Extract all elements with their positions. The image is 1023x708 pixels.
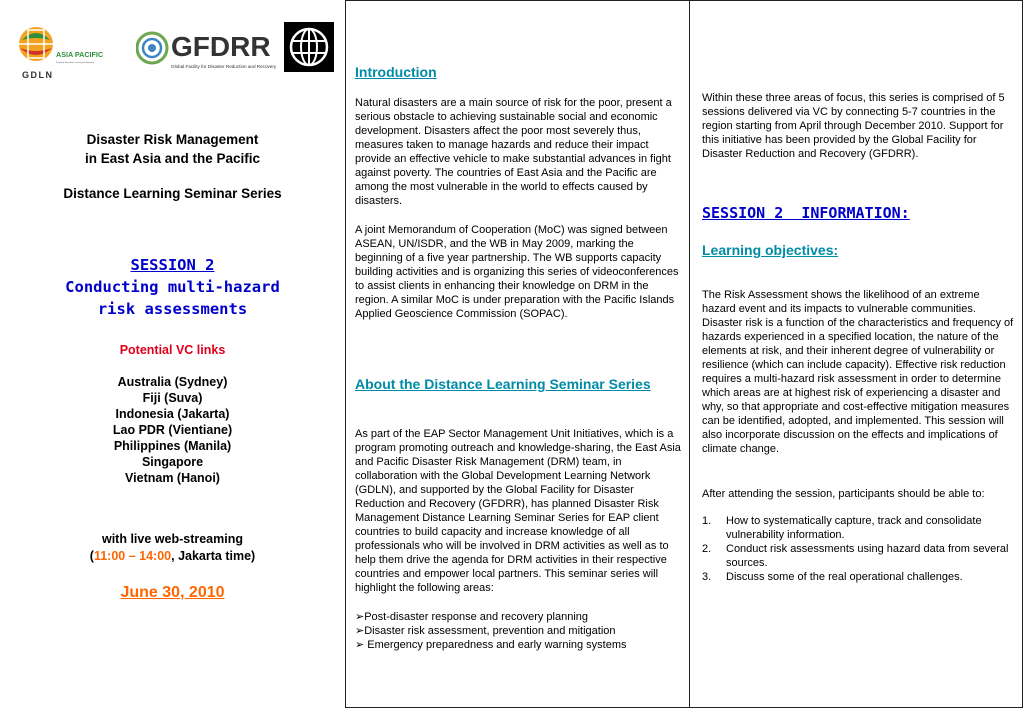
time-suffix: , Jakarta time)	[171, 549, 256, 563]
intro-paragraph-1: Natural disasters are a main source of risk for the poor, present a serious obstacle to achieving sustainable social and economic development. Disasters affect the poor most severely thus, measures taken to manage hazards and reduce their impact provide an effective vehicle to make substantial advances in fight against poverty. The countries of East Asia and the Pacific are among the most vulnerable in the world to effects caused by disasters.	[355, 97, 672, 207]
about-heading: About the Distance Learning Seminar Series	[355, 376, 651, 392]
gfdrr-text: GFDRR	[171, 31, 271, 62]
participants-intro: After attending the session, participants should be able to:	[702, 488, 985, 500]
event-date: June 30, 2010	[120, 584, 225, 601]
intro-heading: Introduction	[355, 64, 437, 80]
vc-link-item: Australia (Sydney)	[117, 375, 228, 389]
session-label: SESSION 2	[130, 256, 215, 274]
time-line	[0, 548, 345, 565]
asia-pacific-tagline: Partnership. Ideas. Action. Learning and Collaboration.	[56, 63, 95, 64]
cover-title-line2: in East Asia and the Pacific	[84, 151, 261, 166]
streaming-info	[0, 531, 345, 565]
arrow-bullet-icon: ➢	[355, 625, 365, 637]
vc-link-item: Vietnam (Hanoi)	[125, 471, 220, 485]
asia-pacific-text: ASIA PACIFIC	[56, 50, 104, 59]
session-info-panel	[689, 0, 1023, 708]
logo-strip	[14, 18, 344, 88]
objectives-list	[702, 514, 1014, 584]
series-description: Within these three areas of focus, this series is comprised of 5 sessions delivered via VC by connecting 5-7 countries in the region starting from April through December 2010. Support for this initiative has been provided by the Global Facility for Disaster Reduction and Recovery (GFDRR).	[702, 92, 1005, 160]
vc-link-item: Lao PDR (Vientiane)	[112, 423, 233, 437]
gdln-asia-pacific-logo	[14, 22, 124, 82]
list-item: 2. Conduct risk assessments using hazard data from several sources.	[702, 543, 1009, 569]
session-info-heading: SESSION 2 INFORMATION:	[702, 204, 910, 222]
time-value: 11:00 – 14:00	[93, 549, 172, 563]
vc-link-item: Philippines (Manila)	[113, 439, 232, 453]
series-title: Distance Learning Seminar Series	[63, 186, 282, 201]
intro-paragraph-2: A joint Memorandum of Cooperation (MoC) was signed between ASEAN, UN/ISDR, and the WB in May 2009, marking the beginning of a five year partnership. The WB supports capacity building activities and is organizing this series of videoconferences to assist clients in enhancing their knowledge on DRM in the region. A similar MoC is under preparation with the Pacific Islands Applied Geoscience Commission (SOPAC).	[355, 224, 679, 320]
risk-assessment-paragraph: The Risk Assessment shows the likelihood of an extreme hazard event and its impacts to vulnerable communities. Disaster risk is a function of the characteristics and frequency of hazards experienced in a specified location, the nature of the elements at risk, and their inherent degree of vulnerability or resilience (which can include capacity). Effective risk reduction requires a multi-hazard risk assessment in order to determine which areas are at highest risk of experiencing a disaster and why, so that appropriate and cost-effective mitigation measures can be identified, adopted, and implemented. This session will also incorporate discussion on the effects and implications of climate change.	[702, 289, 1014, 455]
vc-links-title: Potential VC links	[119, 343, 226, 357]
list-item: ➢Disaster risk assessment, prevention and mitigation	[355, 625, 616, 637]
gfdrr-logo	[136, 18, 276, 78]
list-item: ➢Post-disaster response and recovery planning	[355, 611, 589, 623]
world-bank-logo	[284, 22, 334, 72]
list-item: 3. Discuss some of the real operational challenges.	[702, 571, 963, 583]
vc-link-item: Singapore	[141, 455, 204, 469]
arrow-bullet-icon: ➢	[355, 639, 365, 651]
vc-link-item: Indonesia (Jakarta)	[115, 407, 230, 421]
vc-link-item: Fiji (Suva)	[142, 391, 203, 405]
gfdrr-subtitle: Global Facility for Disaster Reduction and Recovery	[171, 64, 276, 69]
session-title-line1: Conducting multi-hazard	[65, 278, 280, 296]
session-title-block	[0, 254, 345, 320]
vc-links-list	[0, 374, 345, 486]
cover-panel	[0, 0, 345, 708]
learning-objectives-heading: Learning objectives:	[702, 242, 839, 258]
intro-panel	[345, 0, 690, 708]
arrow-bullet-icon: ➢	[355, 611, 365, 623]
gdln-text: GDLN	[22, 70, 54, 80]
time-prefix: (	[89, 549, 94, 563]
cover-title	[0, 130, 345, 168]
cover-title-line1: Disaster Risk Management	[86, 132, 259, 147]
session-title-line2: risk assessments	[97, 300, 248, 318]
list-item: 1. How to systematically capture, track and consolidate vulnerability information.	[702, 515, 982, 541]
about-paragraph: As part of the EAP Sector Management Unit Initiatives, which is a program promoting outreach and knowledge-sharing, the East Asia and Pacific Disaster Risk Management (DRM) team, in collaboration with the Global Development Learning Network (GDLN), and supported by the Global Facility for Disaster Reduction and Recovery (GFDRR), has planned Disaster Risk Management Distance Learning Seminar Series for EAP client countries to build capacity and increase knowledge of all professionals who will be involved in DRM activities as well as to help them drive the agenda for DRM activities in their respective countries and empower local partners. This seminar series will highlight the following areas:	[355, 428, 681, 594]
list-item: ➢ Emergency preparedness and early warning systems	[355, 639, 627, 651]
streaming-line: with live web-streaming	[101, 532, 243, 546]
focus-areas-list	[355, 610, 683, 652]
